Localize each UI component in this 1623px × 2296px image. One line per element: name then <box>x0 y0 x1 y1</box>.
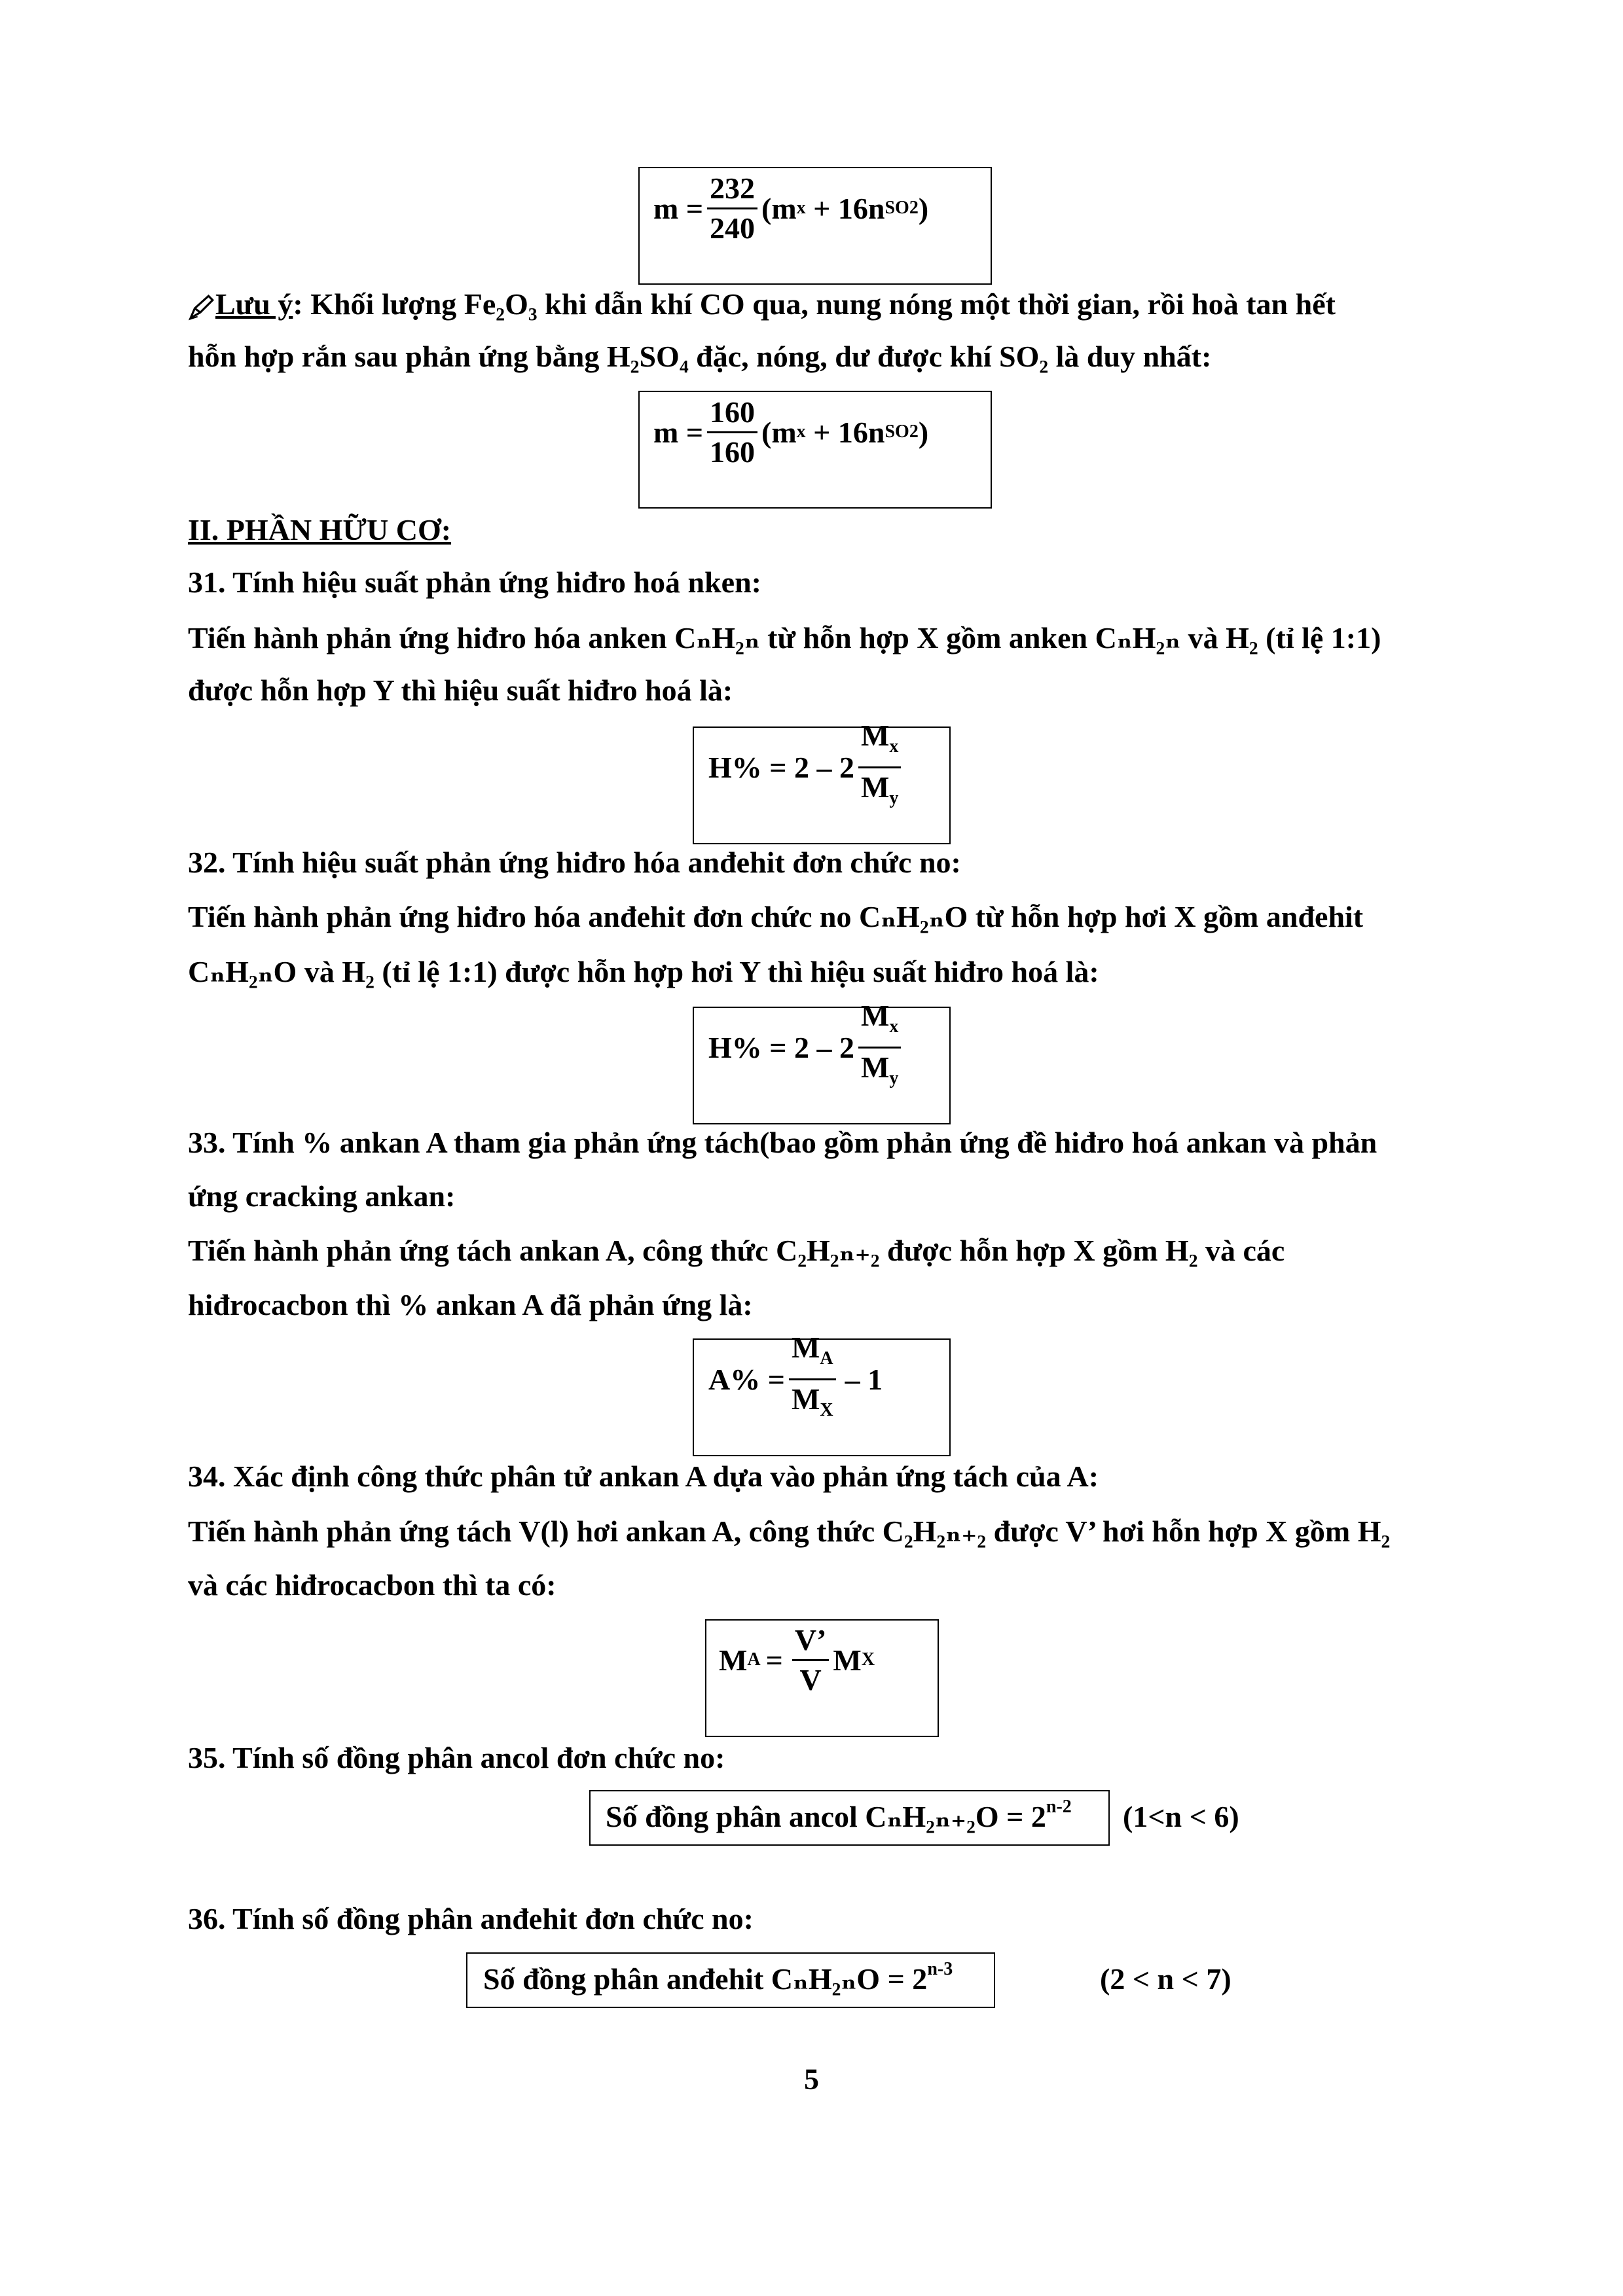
item34-line-1: Tiến hành phản ứng tách V(l) hơi ankan A, công thức C₂H₂ₙ₊₂ được V’ hơi hỗn hợp X gồm H₂ <box>188 1515 1391 1548</box>
item33-line-2: hiđrocacbon thì % ankan A đã phản ứng là: <box>188 1288 753 1321</box>
item35-title: 35. Tính số đồng phân ancol đơn chức no: <box>188 1741 725 1774</box>
note-line-2: hỗn hợp rắn sau phản ứng bằng H₂SO₄ đặc, nóng, dư được khí SO₂ là duy nhất: <box>188 340 1212 373</box>
item36-condition: (2 < n < 7) <box>1100 1962 1231 1996</box>
note-label: Lưu ý <box>215 287 293 321</box>
item35-formula: Số đồng phân ancol CₙH₂ₙ₊₂O = 2 $^{n-2}$ <box>606 1797 1072 1833</box>
item32-formula: H% = 2 – 2 $\frac{M_x}{M_y}$ <box>708 1007 905 1088</box>
item31-line-1: Tiến hành phản ứng hiđro hóa anken CₙH₂ₙ từ hỗn hợp X gồm anken CₙH₂ₙ và H₂ (tỉ lệ 1:1) <box>188 621 1381 655</box>
item32-line-1: Tiến hành phản ứng hiđro hóa anđehit đơn chức no CₙH₂ₙO từ hỗn hợp hơi X gồm anđehit <box>188 900 1364 933</box>
top-fraction: $\frac{232}{240}$ <box>707 170 757 247</box>
item36-title: 36. Tính số đồng phân anđehit đơn chức no: <box>188 1902 754 1935</box>
item34-line-2: và các hiđrocacbon thì ta có: <box>188 1568 556 1602</box>
item36-formula: Số đồng phân anđehit CₙH₂ₙO = 2 $^{n-3}$ <box>483 1959 953 1996</box>
item34-title: 34. Xác định công thức phân tử ankan A dựa vào phản ứng tách của A: <box>188 1460 1099 1493</box>
item33-title: 33. Tính % ankan A tham gia phản ứng tách(bao gồm phản ứng đề hiđro hoá ankan và phản <box>188 1126 1377 1159</box>
note-line-1: Lưu ý: Khối lượng Fe₂O₃ khi dẫn khí CO qua, nung nóng một thời gian, rồi hoà tan hết <box>188 286 1446 323</box>
item32-fraction: $\frac{M_x}{M_y}$ <box>858 997 901 1097</box>
item31-fraction: $\frac{M_x}{M_y}$ <box>858 717 901 817</box>
item32-line-2: CₙH₂ₙO và H₂ (tỉ lệ 1:1) được hỗn hợp hơi Y thì hiệu suất hiđro hoá là: <box>188 955 1099 988</box>
item33-formula: A% = $\frac{M_A}{M_X}$ – 1 <box>708 1338 883 1420</box>
pencil-icon <box>188 293 215 321</box>
top-formula: m = $\frac{232}{240}$ (m x + 16n SO2 ) <box>653 169 928 247</box>
item33-fraction: $\frac{M_A}{M_X}$ <box>789 1329 836 1429</box>
item35-condition: (1<n < 6) <box>1123 1799 1239 1833</box>
item34-fraction: $\frac{V’}{V}$ <box>792 1621 830 1699</box>
item32-title: 32. Tính hiệu suất phản ứng hiđro hóa anđehit đơn chức no: <box>188 846 961 879</box>
section-heading: II. PHẦN HỮU CƠ: <box>188 513 452 547</box>
item31-title: 31. Tính hiệu suất phản ứng hiđro hoá nken: <box>188 565 761 599</box>
note-fraction: $\frac{160}{160}$ <box>707 393 757 471</box>
item31-formula: H% = 2 – 2 $\frac{M_x}{M_y}$ <box>708 726 905 808</box>
item33-title-2: ứng cracking ankan: <box>188 1179 456 1213</box>
page-number: 5 <box>804 2062 819 2096</box>
item31-line-2: được hỗn hợp Y thì hiệu suất hiđro hoá là: <box>188 673 733 707</box>
note-formula: m = $\frac{160}{160}$ (m x + 16n SO2 ) <box>653 393 928 471</box>
item34-formula: M A = $\frac{V’}{V}$ M X <box>719 1619 875 1700</box>
item33-line-1: Tiến hành phản ứng tách ankan A, công thức C₂H₂ₙ₊₂ được hỗn hợp X gồm H₂ và các <box>188 1234 1285 1267</box>
